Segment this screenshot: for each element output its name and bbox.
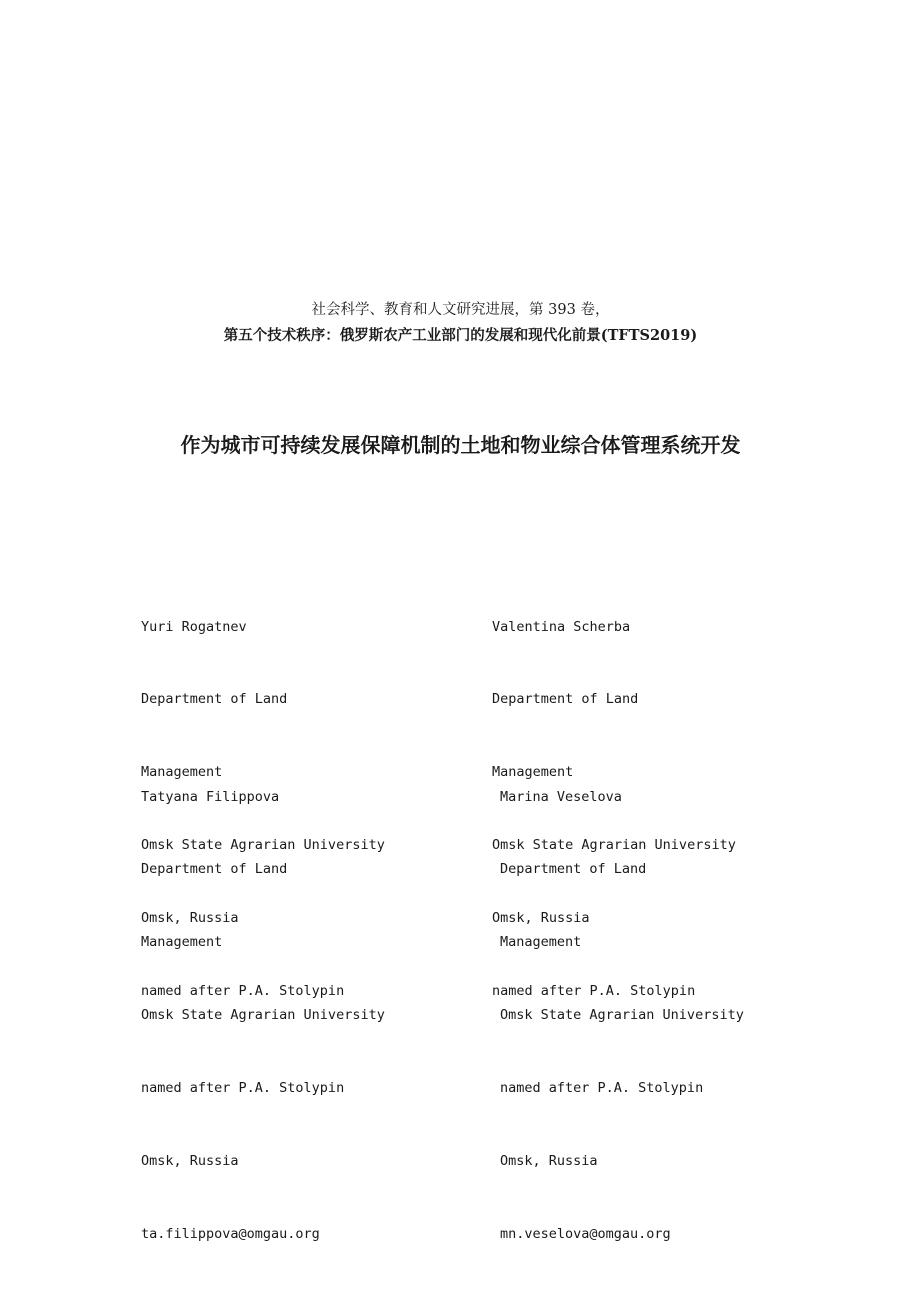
author-block-filippova	[141, 736, 385, 1271]
paper-title: 作为城市可持续发展保障机制的土地和物业综合体管理系统开发	[180, 433, 741, 457]
author-university-name: named after P.A. Stolypin	[500, 1080, 704, 1097]
series-line: 社会科学、教育和人文研究进展，第 393 卷，	[311, 302, 610, 318]
author-university: Omsk State Agrarian University	[500, 1007, 744, 1024]
author-university: Omsk State Agrarian University	[141, 1007, 385, 1024]
author-department: Management	[141, 764, 223, 781]
author-name: Tatyana Filippova	[141, 788, 280, 805]
author-university-name: named after P.A. Stolypin	[492, 983, 696, 1000]
author-location: Omsk, Russia	[500, 1153, 598, 1170]
author-department: Department of Land	[500, 861, 647, 878]
author-department: Management	[500, 934, 582, 951]
author-location: Omsk, Russia	[492, 910, 590, 927]
author-university-name: named after P.A. Stolypin	[141, 983, 345, 1000]
author-university: Omsk State Agrarian University	[141, 837, 385, 854]
author-block-veselova	[500, 736, 744, 1271]
author-name: Yuri Rogatnev	[141, 618, 247, 635]
author-university-name: named after P.A. Stolypin	[141, 1080, 345, 1097]
author-department: Management	[492, 764, 574, 781]
author-university: Omsk State Agrarian University	[492, 837, 736, 854]
author-name: Valentina Scherba	[492, 618, 631, 635]
author-name: Marina Veselova	[500, 788, 622, 805]
author-location: Omsk, Russia	[141, 1153, 239, 1170]
author-department: Department of Land	[141, 691, 288, 708]
author-department: Department of Land	[141, 861, 288, 878]
conference-line: 第五个技术秩序：俄罗斯农产工业部门的发展和现代化前景(TFTS2019)	[223, 327, 698, 344]
author-email: ta.filippova@omgau.org	[141, 1225, 320, 1242]
author-department: Department of Land	[492, 691, 639, 708]
author-department: Management	[141, 934, 223, 951]
author-email: mn.veselova@omgau.org	[500, 1225, 671, 1242]
author-location: Omsk, Russia	[141, 910, 239, 927]
